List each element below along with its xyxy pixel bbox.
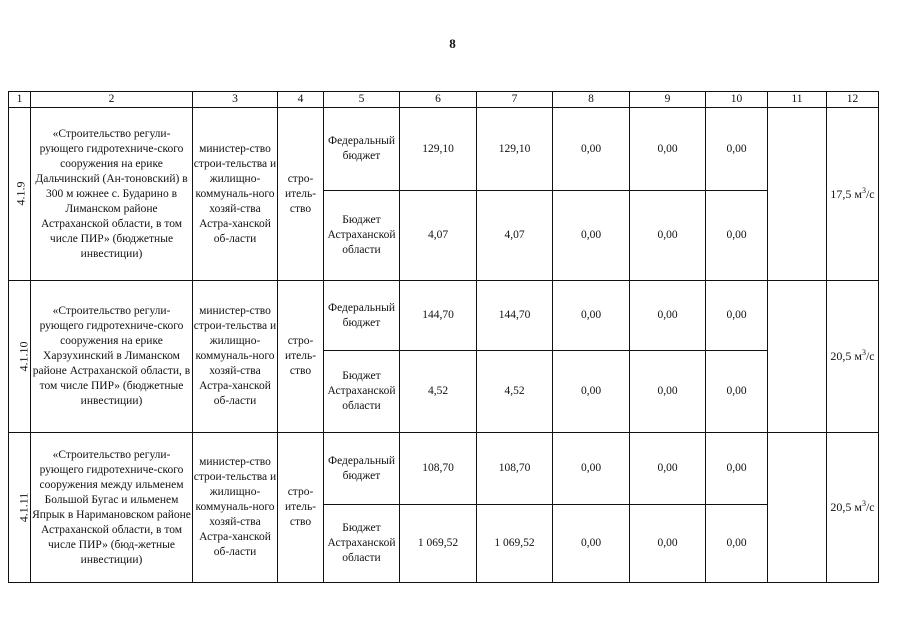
header-cell: 3 [193,92,278,108]
header-cell: 5 [324,92,400,108]
value-cell: 108,70 [400,433,477,505]
funding-source: Бюджет Астраханской области [324,191,400,281]
page-number: 8 [449,36,456,51]
responsible-organization: министер-ство строи-тельства и жилищно-коммуналь-ного хозяй-ства Астра-ханской об-ласти [193,281,278,433]
value-cell: 0,00 [706,433,768,505]
value-cell: 108,70 [477,433,553,505]
value-cell: 4,07 [477,191,553,281]
value-cell: 144,70 [477,281,553,351]
value-cell: 0,00 [630,433,706,505]
value-cell: 0,00 [630,351,706,433]
capacity-cell: 20,5 $м^3/с$ [827,433,879,583]
empty-cell [768,281,827,433]
value-cell: 0,00 [553,108,630,191]
value-cell: 0,00 [553,191,630,281]
funding-source: Федеральный бюджет [324,108,400,191]
value-cell: 129,10 [477,108,553,191]
value-cell: 0,00 [630,505,706,583]
project-description: «Строительство регули-рующего гидротехниче-ского сооружения между ильменем Большой Бугас и ильменем Япрык в Наримановском районе Астраханской области, в том числе ПИР» (бюд-жетные инвестиции) [31,433,193,583]
header-cell: 7 [477,92,553,108]
header-cell: 10 [706,92,768,108]
activity-type: стро-итель-ство [278,433,324,583]
value-cell: 0,00 [553,433,630,505]
program-table [8,91,879,583]
row-number: 4.1.10 [9,281,31,433]
header-cell: 2 [31,92,193,108]
capacity-cell: 20,5 $м^3/с$ [827,281,879,433]
responsible-organization: министер-ство строи-тельства и жилищно-коммуналь-ного хозяй-ства Астра-ханской об-ласти [193,108,278,281]
project-description: «Строительство регули-рующего гидротехниче-ского сооружения на ерике Харзухинский в Лиманском районе Астраханской области, в том числе ПИР» (бюджетные инвестиции) [31,281,193,433]
value-cell: 0,00 [630,191,706,281]
empty-cell [768,108,827,281]
value-cell: 0,00 [553,505,630,583]
table-row [9,108,879,191]
capacity-cell: 17,5 $м^3/с$ [827,108,879,281]
empty-cell [768,433,827,583]
value-cell: 129,10 [400,108,477,191]
funding-source: Бюджет Астраханской области [324,505,400,583]
funding-source: Федеральный бюджет [324,433,400,505]
activity-type: стро-итель-ство [278,281,324,433]
row-number: 4.1.11 [9,433,31,583]
value-cell: 0,00 [706,351,768,433]
value-cell: 4,52 [477,351,553,433]
project-description: «Строительство регули-рующего гидротехниче-ского сооружения на ерике Дальчинский (Ан-тоновский) в 300 м южнее с. Бударино в Лиманском районе Астраханской области, в том числе ПИР» (бюджетные инвестиции) [31,108,193,281]
value-cell: 144,70 [400,281,477,351]
value-cell: 0,00 [630,108,706,191]
value-cell: 1 069,52 [400,505,477,583]
header-row [9,92,879,108]
activity-type: стро-итель-ство [278,108,324,281]
header-cell: 11 [768,92,827,108]
table-row [9,433,879,505]
funding-source: Федеральный бюджет [324,281,400,351]
value-cell: 0,00 [553,281,630,351]
value-cell: 0,00 [706,108,768,191]
header-cell: 8 [553,92,630,108]
funding-source: Бюджет Астраханской области [324,351,400,433]
header-cell: 6 [400,92,477,108]
header-cell: 4 [278,92,324,108]
value-cell: 0,00 [630,281,706,351]
header-cell: 9 [630,92,706,108]
value-cell: 0,00 [553,351,630,433]
value-cell: 0,00 [706,505,768,583]
table-row [9,281,879,351]
row-number: 4.1.9 [9,108,31,281]
header-cell: 1 [9,92,31,108]
value-cell: 0,00 [706,281,768,351]
value-cell: 1 069,52 [477,505,553,583]
responsible-organization: министер-ство строи-тельства и жилищно-коммуналь-ного хозяй-ства Астра-ханской об-ласти [193,433,278,583]
value-cell: 4,52 [400,351,477,433]
value-cell: 4,07 [400,191,477,281]
header-cell: 12 [827,92,879,108]
value-cell: 0,00 [706,191,768,281]
